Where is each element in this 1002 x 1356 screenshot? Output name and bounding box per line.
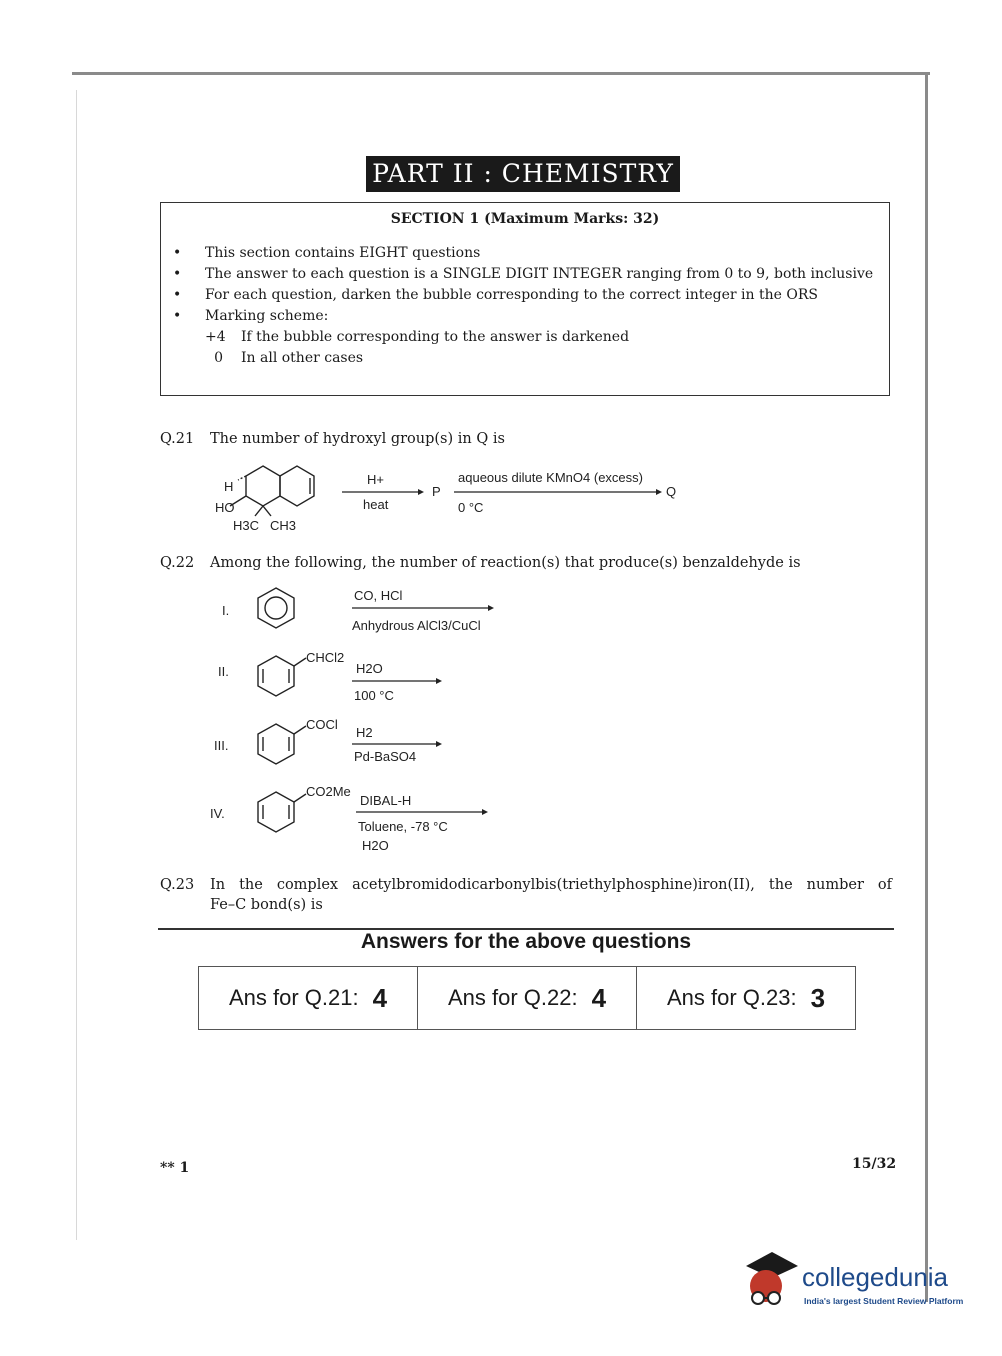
reagent-bottom: 100 °C [354,688,394,703]
scan-border-right [925,72,928,1302]
arrowhead-icon [436,741,442,747]
reagent-bottom-2: H2O [362,838,389,853]
benzene-icon [258,588,294,628]
instruction-item: • This section contains EIGHT questions [173,245,481,261]
part-title: PART II : CHEMISTRY [366,156,680,192]
product-p-label: P [432,484,441,499]
logo-text: collegedunia [802,1262,949,1292]
substituent-label: CO2Me [306,784,351,799]
section-instructions-box [160,202,890,396]
roman-label: III. [214,738,229,753]
roman-label: I. [222,603,230,618]
arrowhead-icon [418,489,424,495]
answer-cell: Ans for Q.22: 4 [418,967,637,1029]
mascot-icon [742,1248,800,1316]
marking-row: +4 If the bubble corresponding to the answer is darkened [205,329,630,345]
benzene-icon [258,724,306,764]
reagent-top: DIBAL-H [360,793,412,808]
substituent-label: COCl [306,717,338,732]
substituent-label: CHCl2 [306,650,345,665]
instruction-item: • For each question, darken the bubble corresponding to the correct integer in the ORS [173,287,818,303]
temp-label: 0 °C [458,500,484,515]
hplus-label: H+ [367,472,384,487]
footer-left: ** 1 [160,1160,190,1176]
reagent-bottom: Toluene, -78 °C [358,819,448,834]
scan-border-top [72,72,930,75]
question-23: Q.23 In the complex acetylbromidodicarbonylbis(triethylphosphine)iron(II), the number of Fe–C bond(s) is [160,877,892,913]
ho-label: HO [215,500,235,515]
roman-label: II. [218,664,229,679]
arrowhead-icon [488,605,494,611]
benzene-icon [258,656,306,696]
marking-row: 0 In all other cases [214,350,364,366]
answer-cell: Ans for Q.21: 4 [199,967,418,1029]
q22-reactions [200,578,520,860]
collegedunia-logo[interactable] [742,1248,972,1318]
answers-heading: Answers for the above questions [360,930,692,953]
answer-cell: Ans for Q.23: 3 [666,982,826,1013]
ch3-label: CH3 [270,518,297,533]
h3c-label: H3C [233,518,260,533]
logo-tagline: India's largest Student Review Platform [804,1296,964,1306]
reagent-top: CO, HCl [354,588,403,603]
product-q-label: Q [666,484,677,499]
bicyclic-ring-icon [230,466,314,516]
roman-label: IV. [210,806,225,821]
arrowhead-icon [656,489,662,495]
instruction-list [171,243,881,369]
arrowhead-icon [436,678,442,684]
instruction-item: • Marking scheme: [173,308,329,324]
reagent-top: H2O [356,661,383,676]
reagent-bottom: Pd-BaSO4 [354,749,417,764]
question-21: Q.21 The number of hydroxyl group(s) in Q is [160,431,505,447]
q21-reaction-scheme [200,458,690,538]
benzene-icon [258,792,306,832]
reagent-top: H2 [356,725,373,740]
heat-label: heat [363,497,389,512]
page-number: 15/32 [852,1156,897,1172]
section-title: SECTION 1 (Maximum Marks: 32) [390,211,660,227]
answers-table [198,966,856,1030]
question-22: Q.22 Among the following, the number of reaction(s) that produce(s) benzaldehyde is [160,555,801,571]
h-label: H [224,479,234,494]
kmno4-label: aqueous dilute KMnO4 (excess) [458,470,643,485]
arrowhead-icon [482,809,488,815]
instruction-item: • The answer to each question is a SINGLE DIGIT INTEGER ranging from 0 to 9, both inclusive [173,266,874,282]
scan-border-left [76,90,77,1240]
reagent-bottom: Anhydrous AlCl3/CuCl [352,618,481,633]
